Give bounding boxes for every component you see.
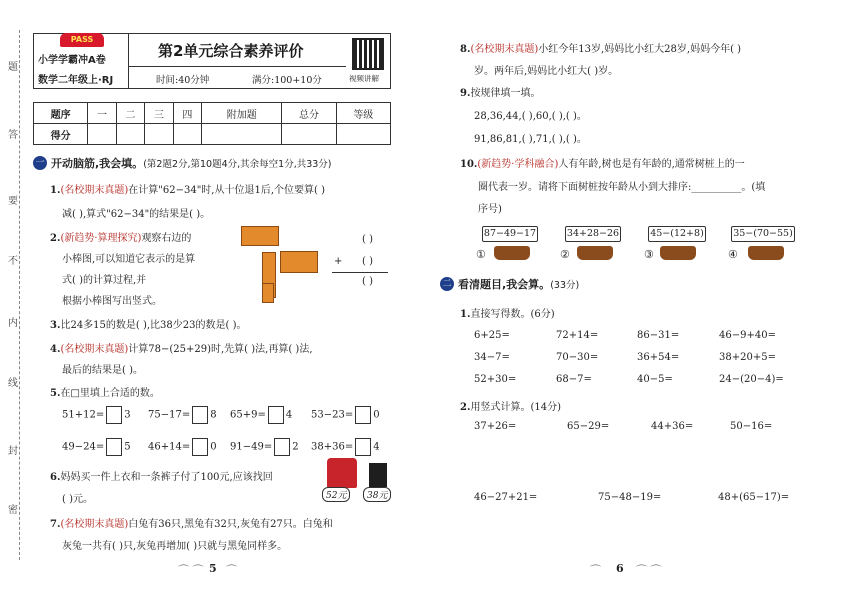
q-tag: (名校期末真题) bbox=[470, 44, 539, 55]
page-number-left: 5 bbox=[209, 562, 217, 575]
section-title: 开动脑筋,我会填。 bbox=[51, 157, 144, 170]
stump-sign: 34+28−26 bbox=[565, 226, 621, 242]
divider bbox=[128, 33, 129, 89]
q-tag: (名校期末真题) bbox=[60, 185, 129, 196]
tree-stump-icon bbox=[494, 246, 530, 260]
calc-item: 65−29= bbox=[567, 421, 610, 432]
table-cell: 一 bbox=[88, 103, 116, 124]
q-text: 最后的结果是( )。 bbox=[62, 365, 143, 376]
margin-char: 封 bbox=[8, 446, 18, 457]
margin-char: 密 bbox=[8, 505, 18, 516]
q-number: 2. bbox=[460, 402, 471, 413]
score-cell[interactable] bbox=[336, 124, 390, 145]
score-cell[interactable] bbox=[145, 124, 173, 145]
tree-stump-icon bbox=[660, 246, 696, 260]
jacket-price: 52元 bbox=[322, 487, 350, 502]
binding-margin bbox=[0, 0, 30, 595]
fill-box[interactable] bbox=[274, 438, 290, 456]
section-note: (33分) bbox=[550, 280, 580, 291]
q-text: 人有年龄,树也是有年龄的,通常树桩上的一 bbox=[558, 159, 745, 170]
question-5 bbox=[50, 384, 160, 399]
question-9 bbox=[460, 84, 540, 99]
stump-label: ④ bbox=[728, 248, 738, 261]
time-limit: 时间:40分钟 bbox=[156, 75, 210, 86]
calc-item: 46−9+40= bbox=[719, 330, 776, 341]
fill-box-item: 75−17= 8 bbox=[148, 406, 217, 424]
ornament-icon: ⌒ ⌒ bbox=[636, 564, 662, 577]
fill-box[interactable] bbox=[106, 438, 122, 456]
fill-box-item: 65+9= 4 bbox=[230, 406, 292, 424]
table-cell: 四 bbox=[173, 103, 201, 124]
score-cell[interactable] bbox=[173, 124, 201, 145]
table-cell: 附加题 bbox=[202, 103, 282, 124]
vertical-sum: ( ) bbox=[362, 276, 373, 287]
q-text: 根据小棒图写出竖式。 bbox=[62, 296, 162, 307]
calc-question-2 bbox=[460, 398, 561, 413]
stick-bundle-icon bbox=[280, 251, 318, 273]
brand-logo: PASS bbox=[60, 33, 104, 47]
question-1-line2: 减( ),算式"62−34"的结果是( )。 bbox=[62, 209, 211, 220]
table-cell: 三 bbox=[145, 103, 173, 124]
calc-item: 72+14= bbox=[556, 330, 599, 341]
q-text: 在□里填上合适的数。 bbox=[60, 388, 160, 399]
q-text: 灰兔一共有( )只,灰兔再增加( )只就与黑兔同样多。 bbox=[62, 541, 288, 552]
q-text: 在计算"62−34"时,从十位退1后,个位要算( ) bbox=[128, 185, 325, 196]
calc-item: 50−16= bbox=[730, 421, 773, 432]
calc-item: 75−48−19= bbox=[598, 492, 662, 503]
question-3 bbox=[50, 316, 247, 331]
stump-sign: 87−49−17 bbox=[482, 226, 538, 242]
video-label: 视频讲解 bbox=[349, 74, 379, 83]
calc-item: 34−7= bbox=[474, 352, 510, 363]
fill-box-item: 51+12= 3 bbox=[62, 406, 131, 424]
table-cell: 得分 bbox=[34, 124, 88, 145]
q-text: 式( )的计算过程,并 bbox=[62, 275, 147, 286]
qr-code-icon[interactable] bbox=[352, 38, 384, 70]
calc-item: 6+25= bbox=[474, 330, 510, 341]
question-10 bbox=[460, 155, 745, 170]
q-text: 白兔有36只,黑兔有32只,灰兔有27只。白兔和 bbox=[128, 519, 333, 530]
fill-box[interactable] bbox=[192, 438, 208, 456]
calc-item: 38+20+5= bbox=[719, 352, 776, 363]
margin-char: 内 bbox=[8, 318, 18, 329]
section-number: 一 bbox=[33, 156, 47, 170]
question-2 bbox=[50, 229, 191, 244]
tree-stump-icon bbox=[577, 246, 613, 260]
margin-char: 线 bbox=[8, 378, 18, 389]
divider bbox=[128, 66, 346, 67]
question-4 bbox=[50, 340, 313, 355]
q-text: 小棒图,可以知道它表示的是算 bbox=[62, 254, 196, 265]
calc-item: 48+(65−17)= bbox=[718, 492, 790, 503]
pants-icon bbox=[369, 463, 387, 487]
q-text: 直接写得数。(6分) bbox=[470, 309, 555, 320]
fill-box[interactable] bbox=[268, 406, 284, 424]
q-text: 圈代表一岁。请将下面树桩按年龄从小到大排序:__________。(填 bbox=[478, 182, 766, 193]
score-table bbox=[33, 102, 391, 145]
page-number-right: 6 bbox=[616, 562, 624, 575]
table-cell: 二 bbox=[116, 103, 144, 124]
score-cell[interactable] bbox=[88, 124, 116, 145]
section-1-heading bbox=[33, 155, 332, 171]
q-text: 岁。两年后,妈妈比小红大( )岁。 bbox=[474, 66, 619, 77]
stump-label: ① bbox=[476, 248, 486, 261]
tree-stump-icon bbox=[748, 246, 784, 260]
fill-box[interactable] bbox=[355, 438, 371, 456]
q-number: 2. bbox=[50, 233, 61, 244]
series-name: 小学学霸冲A卷 bbox=[38, 55, 106, 66]
fill-box-item: 53−23= 0 bbox=[311, 406, 380, 424]
full-score: 满分:100+10分 bbox=[252, 75, 322, 86]
stick-bundle-icon bbox=[241, 226, 279, 246]
score-cell[interactable] bbox=[202, 124, 282, 145]
calc-item: 44+36= bbox=[651, 421, 694, 432]
question-7 bbox=[50, 515, 333, 530]
calc-item: 24−(20−4)= bbox=[719, 374, 784, 385]
q-text: 序号) bbox=[478, 204, 502, 215]
fill-box-item: 49−24= 5 bbox=[62, 438, 131, 456]
ornament-icon: ⌒ bbox=[590, 564, 601, 577]
q-tag: (名校期末真题) bbox=[60, 344, 129, 355]
question-8 bbox=[460, 40, 741, 55]
calc-item: 86−31= bbox=[637, 330, 680, 341]
margin-char: 不 bbox=[8, 256, 18, 267]
fill-box[interactable] bbox=[355, 406, 371, 424]
q-text: ( )元。 bbox=[62, 494, 93, 505]
table-cell: 总分 bbox=[282, 103, 336, 124]
q-number: 9. bbox=[460, 88, 471, 99]
section-number: 二 bbox=[440, 277, 454, 291]
calc-item: 52+30= bbox=[474, 374, 517, 385]
fill-box[interactable] bbox=[106, 406, 122, 424]
q-number: 5. bbox=[50, 388, 61, 399]
calc-item: 46−27+21= bbox=[474, 492, 538, 503]
margin-char: 题 bbox=[8, 62, 18, 73]
sequence-row: 28,36,44,( ),60,( ),( )。 bbox=[474, 111, 587, 122]
q-tag: (新趋势·学科融合) bbox=[477, 159, 559, 170]
fill-box-item: 91−49= 2 bbox=[230, 438, 299, 456]
question-1 bbox=[50, 181, 325, 196]
page-title: 第2单元综合素养评价 bbox=[158, 42, 304, 60]
margin-char: 要 bbox=[8, 196, 18, 207]
q-number: 1. bbox=[460, 309, 471, 320]
q-text: 比24多15的数是( ),比38少23的数是( )。 bbox=[60, 320, 247, 331]
calc-item: 70−30= bbox=[556, 352, 599, 363]
table-cell: 等级 bbox=[336, 103, 390, 124]
ornament-icon: ⌒ ⌒ bbox=[178, 564, 204, 577]
vertical-addend-2: ( ) bbox=[362, 256, 373, 267]
q-text: 妈妈买一件上衣和一条裤子付了100元,应该找回 bbox=[60, 472, 273, 483]
vertical-addend-1: ( ) bbox=[362, 234, 373, 245]
q-number: 4. bbox=[50, 344, 61, 355]
stump-label: ③ bbox=[644, 248, 654, 261]
table-cell: 题序 bbox=[34, 103, 88, 124]
pants-price: 38元 bbox=[363, 487, 391, 502]
section-title: 看清题目,我会算。 bbox=[458, 278, 551, 291]
stump-sign: 35−(70−55) bbox=[731, 226, 795, 242]
calc-item: 37+26= bbox=[474, 421, 517, 432]
q-text: 用竖式计算。(14分) bbox=[470, 402, 561, 413]
section-2-heading bbox=[440, 276, 579, 292]
q-tag: (新趋势·算理探究) bbox=[60, 233, 142, 244]
q-number: 1. bbox=[50, 185, 61, 196]
q-number: 6. bbox=[50, 472, 61, 483]
q-number: 10. bbox=[460, 159, 478, 170]
fill-box-item: 46+14= 0 bbox=[148, 438, 217, 456]
q-number: 3. bbox=[50, 320, 61, 331]
calc-item: 68−7= bbox=[556, 374, 592, 385]
score-cell[interactable] bbox=[282, 124, 336, 145]
plus-sign: + bbox=[334, 256, 343, 267]
q-number: 7. bbox=[50, 519, 61, 530]
fill-box-item: 38+36= 4 bbox=[311, 438, 380, 456]
stump-sign: 45−(12+8) bbox=[648, 226, 706, 242]
grade-label: 数学二年级上·RJ bbox=[38, 75, 114, 86]
q-number: 8. bbox=[460, 44, 471, 55]
section-note: (第2题2分,第10题4分,其余每空1分,共33分) bbox=[143, 159, 332, 170]
calc-question-1 bbox=[460, 305, 555, 320]
q-tag: (名校期末真题) bbox=[60, 519, 129, 530]
q-text: 观察右边的 bbox=[141, 233, 192, 244]
sequence-row: 91,86,81,( ),71,( ),( )。 bbox=[474, 134, 587, 145]
margin-char: 答 bbox=[8, 130, 18, 141]
stump-label: ② bbox=[560, 248, 570, 261]
calc-item: 36+54= bbox=[637, 352, 680, 363]
ornament-icon: ⌒ bbox=[226, 564, 237, 577]
stick-icon bbox=[262, 283, 274, 303]
jacket-icon bbox=[327, 458, 357, 488]
score-cell[interactable] bbox=[116, 124, 144, 145]
calc-item: 40−5= bbox=[637, 374, 673, 385]
fill-box[interactable] bbox=[192, 406, 208, 424]
q-text: 小红今年13岁,妈妈比小红大28岁,妈妈今年( ) bbox=[538, 44, 742, 55]
q-text: 计算78−(25+29)时,先算( )法,再算( )法, bbox=[128, 344, 313, 355]
question-6 bbox=[50, 468, 273, 483]
vertical-line bbox=[332, 272, 388, 273]
q-text: 按规律填一填。 bbox=[470, 88, 541, 99]
cut-line bbox=[19, 30, 20, 560]
